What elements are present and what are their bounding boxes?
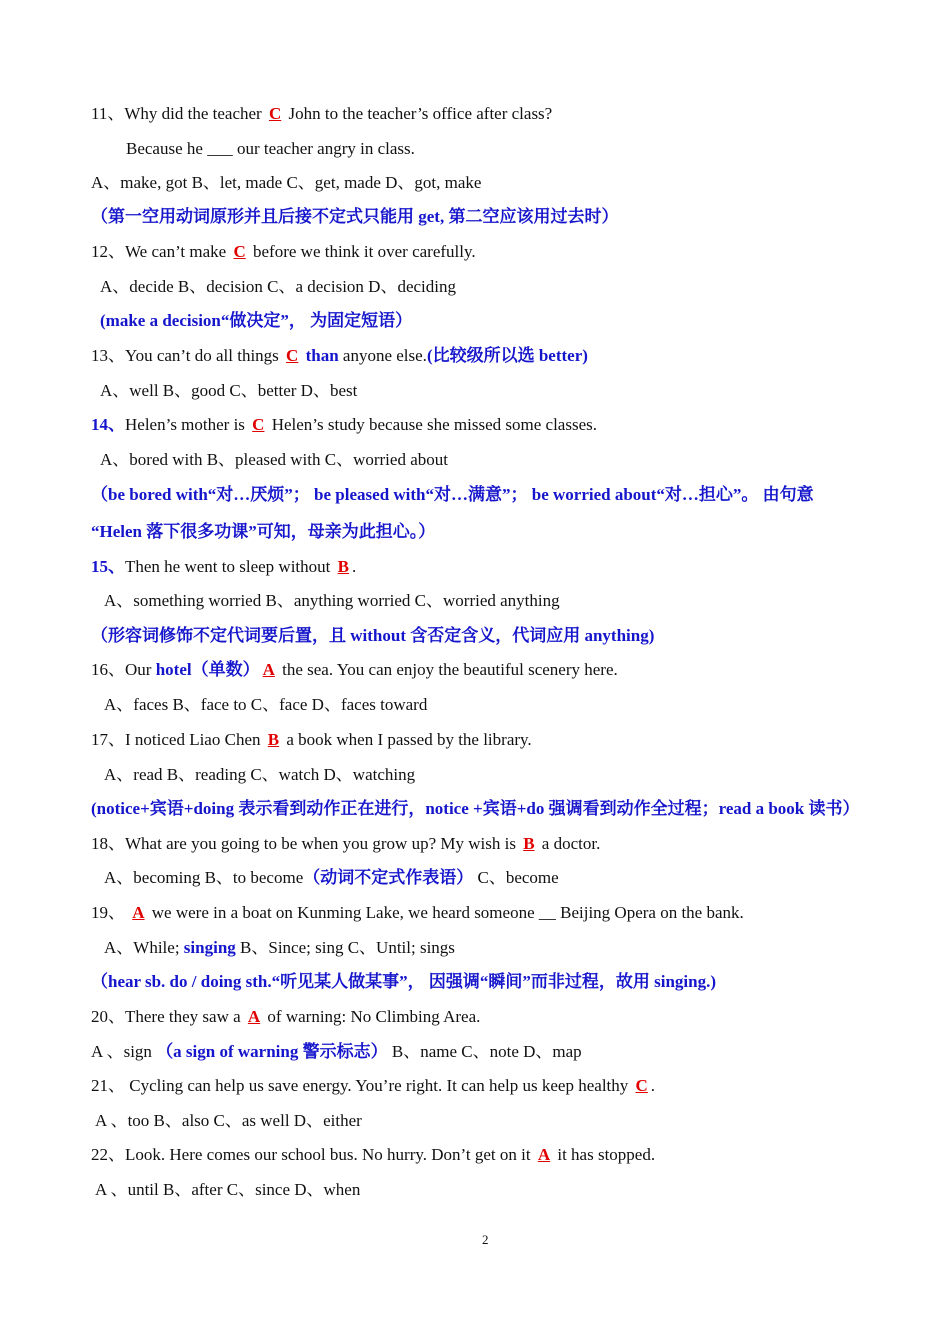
q19-note: （hear sb. do / doing sth.“听见某人做某事”， 因强调“瞬间”而非过程，故用 singing.) bbox=[91, 972, 716, 991]
answer: C bbox=[233, 242, 246, 261]
page-number: 2 bbox=[482, 1232, 489, 1247]
q13-line: 13、You can’t do all things C than anyone else.(比较级所以选 better) bbox=[91, 346, 588, 365]
q17-note: (notice+宾语+doing 表示看到动作正在进行，notice +宾语+do 强调看到动作全过程；read a book 读书） bbox=[91, 799, 860, 818]
q11-options: A、make, got B、let, made C、get, made D、got, make bbox=[91, 173, 482, 192]
q17-options: A、read B、reading C、watch D、watching bbox=[104, 765, 416, 784]
answer: A bbox=[537, 1145, 551, 1164]
answer: B bbox=[523, 834, 535, 853]
q12-note: (make a decision“做决定”， 为固定短语） bbox=[100, 311, 413, 330]
q17-line: 17、I noticed Liao Chen B a book when I passed by the library. bbox=[91, 730, 532, 749]
q12-line: 12、We can’t make C before we think it over carefully. bbox=[91, 242, 476, 261]
answer: C bbox=[268, 104, 282, 123]
q16-options: A、faces B、face to C、face D、faces toward bbox=[104, 695, 428, 714]
q14-note: （be bored with“对…厌烦”； be pleased with“对…满意”； be worried about“对…担心”。 由句意 bbox=[91, 485, 814, 504]
q20-options: A 、sign （a sign of warning 警示标志） B、name C、note D、map bbox=[91, 1042, 582, 1061]
q15-line: 15、Then he went to sleep without B . bbox=[91, 557, 357, 576]
answer: C bbox=[252, 415, 265, 434]
answer: C bbox=[635, 1076, 648, 1095]
q13-options: A、well B、good C、better D、best bbox=[100, 381, 358, 400]
q16-line: 16、Our hotel（单数） A the sea. You can enjoy the beautiful scenery here. bbox=[91, 660, 618, 679]
q22-line: 22、Look. Here comes our school bus. No hurry. Don’t get on it A it has stopped. bbox=[91, 1145, 656, 1164]
q14-options: A、bored with B、pleased with C、worried about bbox=[100, 450, 448, 469]
answer: B bbox=[267, 730, 280, 749]
q22-options: A 、until B、after C、since D、when bbox=[95, 1180, 361, 1199]
q14-line: 14、Helen’s mother is C Helen’s study because she missed some classes. bbox=[91, 415, 597, 434]
q11-note: （第一空用动词原形并且后接不定式只能用 get, 第二空应该用过去时） bbox=[91, 207, 619, 226]
answer: A bbox=[247, 1007, 261, 1026]
q15-note: （形容词修饰不定代词要后置，且 without 含否定含义，代词应用 anything) bbox=[91, 626, 655, 645]
q19-options: A、While; singing B、Since; sing C、Until; sings bbox=[104, 938, 455, 957]
q20-line: 20、There they saw a A of warning: No Climbing Area. bbox=[91, 1007, 481, 1026]
q11-line: 11、Why did the teacher C John to the teacher’s office after class? bbox=[91, 104, 553, 123]
answer: A bbox=[132, 903, 145, 922]
q12-options: A、decide B、decision C、a decision D、deciding bbox=[100, 277, 456, 296]
answer: B bbox=[337, 557, 349, 576]
q11-line2: Because he ___ our teacher angry in class. bbox=[126, 139, 415, 158]
q18-options: A、becoming B、to become（动词不定式作表语） C、become bbox=[104, 868, 559, 887]
q21-line: 21、 Cycling can help us save energy. You’re right. It can help us keep healthy C . bbox=[91, 1076, 656, 1095]
q19-line: 19、 A we were in a boat on Kunming Lake, we heard someone __ Beijing Opera on the bank. bbox=[91, 903, 744, 922]
answer: A bbox=[262, 660, 275, 679]
q15-options: A、something worried B、anything worried C、worried anything bbox=[104, 591, 560, 610]
q14-note-cont: “Helen 落下很多功课”可知，母亲为此担心。） bbox=[91, 522, 436, 541]
q21-options: A 、too B、also C、as well D、either bbox=[95, 1111, 362, 1130]
answer: C bbox=[286, 346, 299, 365]
q18-line: 18、What are you going to be when you grow up? My wish is B a doctor. bbox=[91, 834, 601, 853]
